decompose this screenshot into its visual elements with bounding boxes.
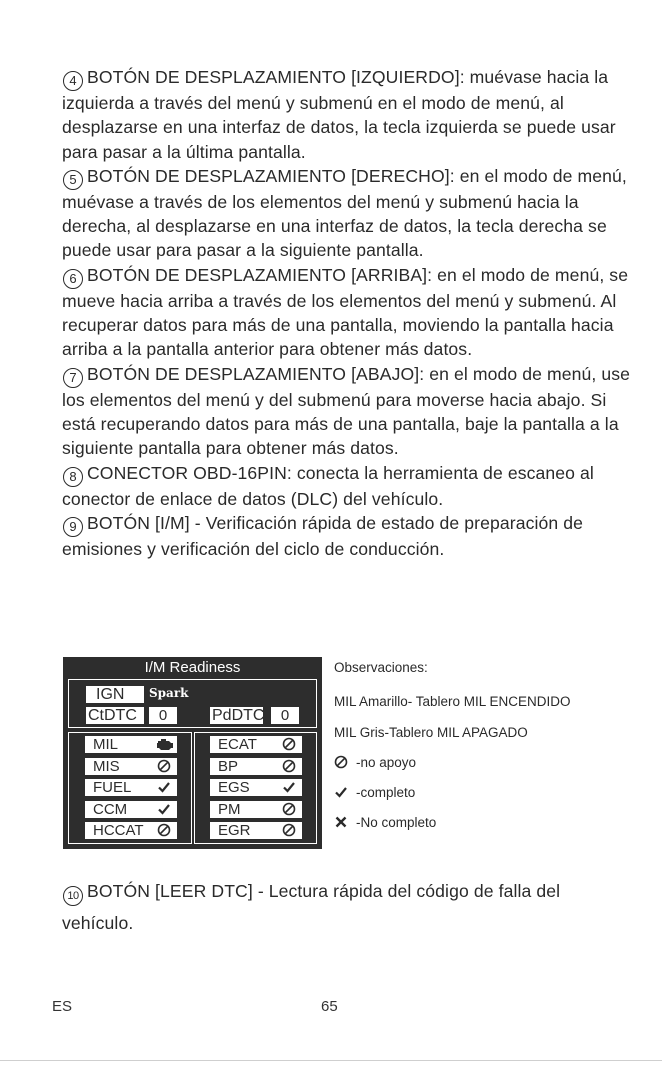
monitor-label: EGR [218,822,251,839]
no-support-icon [282,823,296,837]
check-icon [282,780,296,794]
legend-incomplete: -No completo [334,815,436,830]
paragraph-10: 10 BOTÓN [LEER DTC] - Lectura rápida del código de falla del vehículo. [62,881,561,933]
legend-mil-yellow: MIL Amarillo- Tablero MIL ENCENDIDO [334,694,571,709]
circled-number: 8 [63,467,83,487]
circled-number: 5 [63,170,83,190]
paragraph-5: 5 BOTÓN DE DESPLAZAMIENTO [DERECHO]: en el modo de menú, muévase a través de los elementos del menú y submenú hacia la derecha, al desplazarse en una interfaz de datos, la tecla derecha se puede usar para pasar a la siguiente pantalla. [62,165,627,261]
right-monitor-pm [210,801,302,818]
pddtc-value: 0 [271,707,299,724]
monitor-label: FUEL [93,779,132,796]
monitor-label: HCCAT [93,822,144,839]
ctdtc-label: CtDTC [86,707,144,724]
paragraph-8: 8 CONECTOR OBD-16PIN: conecta la herramienta de escaneo al conector de enlace de datos (DLC) del vehículo. [62,462,594,509]
paragraph-9: 9 BOTÓN [I/M] - Verificación rápida de estado de preparación de emisiones y verificación del ciclo de conducción. [62,512,584,559]
left-monitor-ccm [85,801,177,818]
monitor-label: MIS [93,757,120,775]
engine-icon [156,737,174,751]
left-monitor-mil [85,736,177,753]
circled-number: 4 [63,71,83,91]
left-monitor-fuel [85,779,177,796]
monitor-label: ECAT [218,736,257,753]
instructions-text [62,65,632,561]
circled-number: 6 [63,269,83,289]
paragraph-6: 6 BOTÓN DE DESPLAZAMIENTO [ARRIBA]: en el modo de menú, se mueve hacia arriba a través de los elementos del menú y submenú. Al recuperar datos para más de una pantalla, moviendo la pantalla hacia arriba a la pantalla anterior para obtener más datos. [62,264,629,360]
monitor-label: PM [218,800,241,818]
right-monitor-egs [210,779,302,796]
no-support-icon [282,759,296,773]
monitor-label: CCM [93,800,128,818]
screen-title: I/M Readiness [144,659,241,676]
legend-mil-gray: MIL Gris-Tablero MIL APAGADO [334,725,528,740]
pddtc-label: PdDTC [212,707,265,724]
footer-page-number: 65 [321,998,338,1015]
check-icon [334,785,348,799]
circled-number: 7 [63,368,83,388]
no-support-icon [282,802,296,816]
ign-type: Spark [149,686,189,700]
left-monitor-hccat [85,822,177,839]
paragraph-7: 7 BOTÓN DE DESPLAZAMIENTO [ABAJO]: en el modo de menú, use los elementos del menú y del submenú para moverse hacia abajo. Si está recuperando datos para más de una pantalla, baje la pantalla a la siguiente pantalla para obtener más datos. [62,363,631,459]
circled-number: 9 [63,517,83,537]
legend-complete: -completo [334,785,415,800]
no-support-icon [282,737,296,751]
cross-icon [334,815,348,829]
no-support-icon [157,823,171,837]
circled-number: 10 [63,886,83,906]
right-monitor-ecat [210,736,302,753]
right-monitor-egr [210,822,302,839]
check-icon [157,780,171,794]
legend-no-support: -no apoyo [334,755,416,770]
monitor-label: BP [218,757,239,775]
right-monitor-bp [210,758,302,775]
left-monitor-mis [85,758,177,775]
ctdtc-value: 0 [149,707,177,724]
monitor-label: MIL [93,736,119,753]
ign-label: IGN [86,686,144,703]
legend-title: Observaciones: [334,660,428,675]
paragraph-4: 4 BOTÓN DE DESPLAZAMIENTO [IZQUIERDO]: muévase hacia la izquierda a través del menú y submenú en el modo de menú, al desplazarse en una interfaz de datos, la tecla izquierda se puede usar para pasar a la última pantalla. [62,67,616,162]
check-icon [157,802,171,816]
footer-language: ES [52,998,73,1015]
no-support-icon [157,759,171,773]
page-bottom-rule [0,1060,662,1061]
im-readiness-screen [63,657,322,849]
no-support-icon [334,755,348,769]
monitor-label: EGS [218,779,250,796]
